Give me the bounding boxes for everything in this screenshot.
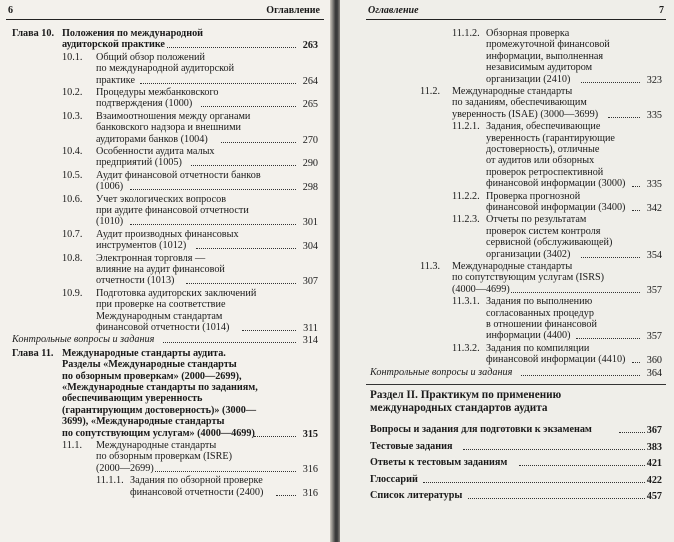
- toc-entry-line: при проверке на соответствие: [96, 299, 226, 311]
- toc-entry-line: информации, выполненная: [486, 50, 604, 62]
- toc-entry-line: Разделы «Международные стандарты: [62, 359, 237, 371]
- toc-entry-line: по международной аудиторской: [96, 63, 235, 75]
- toc-entry-number: Глава 11.: [12, 347, 54, 359]
- toc-page-number: 307: [302, 276, 318, 288]
- toc-leader-dots: [186, 283, 296, 284]
- toc-leader-dots: [581, 257, 640, 258]
- toc-entry-line: аудиторской практике: [62, 39, 165, 51]
- toc-entry-line: организации (3402): [486, 248, 571, 260]
- toc-entry-line: Отчеты по результатам: [486, 214, 587, 226]
- toc-entry-line: достоверность), отличные: [486, 144, 600, 155]
- toc-entry-line: Аудит производных финансовых: [96, 228, 239, 240]
- toc-entry-line: Особенности аудита малых: [96, 146, 215, 157]
- toc-entry-number: 10.3.: [62, 110, 83, 122]
- toc-entry-line: по обзорным проверкам (ISRE): [96, 451, 232, 463]
- toc-entry-number: 10.6.: [62, 193, 83, 205]
- toc-leader-dots: [632, 210, 640, 211]
- toc-page-number: 263: [302, 40, 318, 52]
- toc-entry-line: информации (4400): [486, 330, 571, 342]
- toc-page-number: 342: [646, 203, 662, 214]
- right-page-number: 7: [659, 5, 664, 16]
- toc-leader-dots: [196, 248, 296, 249]
- toc-entry-line: банковского надзора и внешними: [96, 122, 241, 134]
- toc-entry-number: 10.8.: [62, 252, 83, 264]
- toc-entry-line: Международные стандарты аудита.: [62, 347, 226, 359]
- toc-page-number: 360: [646, 355, 662, 367]
- toc-entry-line: Положения по международной: [62, 28, 204, 39]
- toc-entry-line: аудиторами банков (1004): [96, 133, 208, 145]
- toc-page-number: 357: [646, 331, 662, 343]
- toc-entry-number: 11.3.2.: [452, 342, 480, 354]
- toc-entry-line: проверок систем контроля: [486, 225, 601, 237]
- toc-leader-dots: [608, 117, 640, 118]
- toc-page-number: 314: [302, 335, 318, 347]
- toc-page-number: 311: [303, 323, 318, 334]
- toc-page-number: 457: [646, 491, 662, 502]
- left-page: [0, 0, 332, 542]
- toc-entry-line: (гарантирующим достоверность)» (3000—: [62, 404, 257, 416]
- toc-page-number: 316: [302, 487, 318, 499]
- left-page-number: 6: [8, 5, 13, 16]
- toc-entry-line: по обзорным проверкам» (2000—2699),: [62, 370, 242, 382]
- toc-entry-number: 11.2.2.: [452, 190, 480, 202]
- toc-entry-line: уверенность (ISAE) (3000—3699): [452, 108, 599, 120]
- toc-entry-number: 10.2.: [62, 87, 83, 98]
- section-rule: [366, 384, 666, 385]
- toc-entry-line: Взаимоотношения между органами: [96, 110, 251, 122]
- toc-entry-number: 11.2.: [420, 86, 440, 97]
- toc-page-number: 304: [302, 241, 318, 253]
- toc-entry-line: при аудите финансовой отчетности: [96, 205, 249, 216]
- toc-entry-line: по сопутствующим услугам» (4000—4699): [62, 427, 255, 439]
- toc-entry-line: финансовой информации (3000): [486, 178, 626, 190]
- toc-entry-line: 3699), «Международные стандарты: [62, 416, 225, 428]
- toc-leader-dots: [632, 362, 640, 363]
- toc-entry-number: 11.2.3.: [452, 214, 480, 226]
- toc-leader-dots: [163, 342, 296, 343]
- toc-page-number: 335: [646, 109, 662, 121]
- toc-entry-line: (4000—4699): [452, 283, 510, 295]
- toc-page-number: 323: [646, 74, 662, 86]
- toc-page-number: 290: [302, 158, 318, 170]
- toc-leader-dots: [423, 482, 645, 483]
- toc-entry-number: 11.1.: [62, 440, 82, 451]
- toc-entry-line: Международные стандарты: [96, 440, 217, 451]
- toc-leader-dots: [511, 292, 640, 293]
- toc-leader-dots: [576, 338, 640, 339]
- toc-page-number: 301: [302, 217, 318, 229]
- toc-entry-line: Проверка прогнозной: [486, 190, 581, 202]
- toc-entry-line: влияние на аудит финансовой: [96, 264, 225, 275]
- toc-entry-line: Учет экологических вопросов: [96, 193, 227, 205]
- toc-entry-line: сервисной (обслуживающей): [486, 237, 613, 249]
- toc-leader-dots: [221, 142, 296, 143]
- toc-page-number: 335: [646, 179, 662, 191]
- toc-leader-dots: [581, 82, 640, 83]
- toc-entry-line: отчетности (1013): [96, 275, 175, 287]
- toc-entry-number: 11.1.2.: [452, 28, 480, 39]
- toc-entry-line: согласованных процедур: [486, 307, 594, 319]
- toc-leader-dots: [167, 47, 296, 48]
- toc-entry-number: 10.7.: [62, 228, 83, 240]
- section-title-line: международных стандартов аудита: [370, 401, 548, 414]
- end-entry-title: Вопросы и задания для подготовки к экзаменам: [370, 424, 592, 435]
- toc-page-number: 270: [302, 134, 318, 146]
- toc-leader-dots: [242, 330, 296, 331]
- toc-leader-dots: [155, 471, 296, 472]
- toc-page-number: 315: [302, 428, 318, 440]
- toc-entry-line: Международные стандарты: [452, 261, 573, 272]
- toc-entry-line: Контрольные вопросы и задания: [370, 366, 513, 378]
- toc-entry-number: 10.1.: [62, 51, 83, 63]
- right-page: [340, 0, 674, 542]
- toc-entry-line: Электронная торговля —: [96, 252, 206, 264]
- toc-leader-dots: [632, 186, 640, 187]
- toc-page-number: 364: [646, 367, 662, 379]
- toc-page-number: 383: [646, 441, 662, 453]
- toc-entry-number: 10.5.: [62, 169, 83, 181]
- toc-entry-line: Задания по компиляции: [486, 342, 590, 354]
- toc-leader-dots: [276, 495, 296, 496]
- toc-entry-line: в отношении финансовой: [486, 319, 597, 330]
- toc-entry-line: Международные стандарты: [452, 86, 573, 97]
- toc-entry-line: инструментов (1012): [96, 240, 187, 252]
- toc-page-number: 265: [302, 99, 318, 111]
- toc-entry-line: Задания по обзорной проверке: [130, 475, 263, 487]
- toc-entry-line: Задания, обеспечивающие: [486, 121, 601, 133]
- toc-entry-line: Обзорная проверка: [486, 28, 570, 39]
- toc-page-number: 367: [646, 425, 662, 436]
- toc-leader-dots: [201, 106, 296, 107]
- toc-entry-line: независимым аудитором: [486, 62, 593, 74]
- toc-entry-line: финансовой информации (3400): [486, 202, 626, 213]
- toc-leader-dots: [254, 436, 296, 437]
- right-header-rule: [366, 19, 666, 20]
- toc-page-number: 421: [646, 458, 662, 469]
- toc-entry-number: 11.2.1.: [452, 121, 480, 133]
- toc-entry-line: финансовой отчетности (1014): [96, 322, 230, 333]
- toc-entry-line: (1006): [96, 181, 124, 193]
- toc-page-number: 354: [646, 249, 662, 261]
- toc-entry-line: предприятий (1005): [96, 157, 182, 169]
- toc-page-number: 264: [302, 75, 318, 87]
- toc-page-number: 316: [302, 463, 318, 475]
- toc-entry-line: практике: [96, 74, 136, 86]
- toc-entry-line: Подготовка аудиторских заключений: [96, 287, 257, 299]
- right-running-header: Оглавление: [368, 5, 419, 16]
- toc-entry-line: по заданиям, обеспечивающим: [452, 97, 587, 109]
- toc-entry-line: организации (2410): [486, 73, 571, 85]
- toc-entry-line: Контрольные вопросы и задания: [12, 334, 155, 346]
- toc-leader-dots: [191, 165, 296, 166]
- toc-entry-number: 10.9.: [62, 287, 83, 299]
- left-running-header: Оглавление: [266, 5, 320, 16]
- toc-entry-line: Процедуры межбанковского: [96, 87, 219, 98]
- toc-entry-line: финансовой отчетности (2400): [130, 486, 264, 498]
- toc-leader-dots: [130, 224, 296, 225]
- toc-entry-line: промежуточной финансовой: [486, 39, 610, 51]
- left-header-rule: [6, 19, 324, 20]
- toc-entry-line: Международным стандартам: [96, 310, 223, 322]
- end-entry-title: Глоссарий: [370, 473, 418, 485]
- end-entry-title: Список литературы: [370, 490, 463, 501]
- toc-entry-line: уверенность (гарантирующие: [486, 132, 615, 144]
- toc-entry-line: «Международные стандарты по заданиям,: [62, 382, 258, 393]
- toc-leader-dots: [519, 465, 645, 466]
- toc-entry-line: Аудит финансовой отчетности банков: [96, 169, 261, 181]
- toc-entry-line: Общий обзор положений: [96, 51, 205, 63]
- toc-leader-dots: [468, 498, 645, 499]
- toc-entry-line: финансовой информации (4410): [486, 354, 626, 366]
- toc-entry-line: Задания по выполнению: [486, 296, 593, 308]
- toc-entry-number: 11.3.1.: [452, 296, 480, 308]
- toc-entry-line: (2000—2699): [96, 462, 154, 474]
- toc-entry-line: проверок ретроспективной: [486, 166, 604, 178]
- toc-entry-number: 10.4.: [62, 146, 83, 157]
- toc-leader-dots: [521, 375, 640, 376]
- end-entry-title: Тестовые задания: [370, 440, 453, 452]
- toc-entry-number: Глава 10.: [12, 28, 55, 39]
- toc-entry-line: подтверждения (1000): [96, 98, 193, 110]
- toc-page-number: 422: [646, 474, 662, 486]
- toc-entry-number: 11.3.: [420, 261, 440, 272]
- toc-entry-line: (1010): [96, 216, 124, 228]
- toc-leader-dots: [130, 189, 296, 190]
- toc-entry-line: от аудитов или обзорных: [486, 155, 595, 167]
- end-entry-title: Ответы к тестовым заданиям: [370, 457, 508, 468]
- toc-entry-number: 11.1.1.: [96, 475, 124, 487]
- toc-page-number: 298: [302, 182, 318, 194]
- toc-entry-line: обеспечивающим уверенность: [62, 393, 203, 405]
- toc-leader-dots: [140, 83, 296, 84]
- toc-entry-line: по сопутствующим услугам (ISRS): [452, 272, 605, 284]
- section-title-line: Раздел II. Практикум по применению: [370, 389, 562, 401]
- toc-page-number: 357: [646, 284, 662, 296]
- toc-leader-dots: [463, 449, 645, 450]
